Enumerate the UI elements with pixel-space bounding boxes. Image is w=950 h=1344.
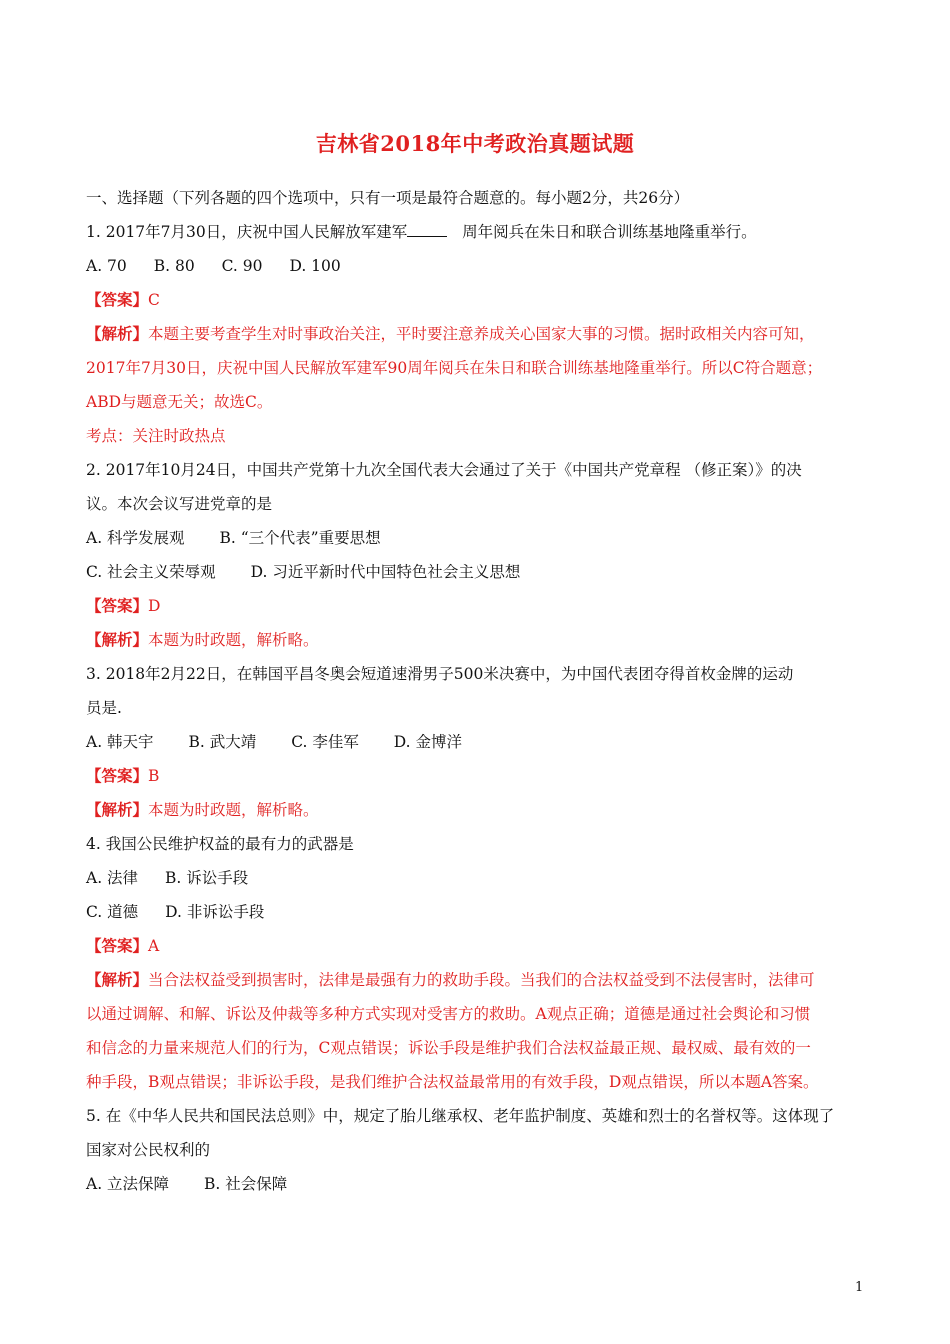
option-c: C. 道德	[86, 903, 139, 921]
question-1-stem: 1. 2017年7月30日，庆祝中国人民解放军建军 周年阅兵在朱日和联合训练基地隆重举行。	[86, 223, 757, 241]
option-d: D. 非诉讼手段	[165, 903, 265, 921]
question-2-analysis: 【解析】本题为时政题，解析略。	[86, 630, 319, 649]
question-4-options	[86, 895, 876, 929]
question-3-answer: 【答案】B	[86, 766, 160, 785]
option-b: B. 社会保障	[204, 1175, 288, 1193]
document-body	[86, 181, 876, 1201]
question-4-answer: 【答案】A	[86, 936, 160, 955]
question-3-stem-line: 员是.	[86, 699, 122, 717]
page-number: 1	[855, 1280, 864, 1295]
option-d: D. 100	[289, 257, 341, 275]
question-1-point: 考点：关注时政热点	[86, 427, 226, 445]
question-1-analysis: 【解析】本题主要考查学生对时事政治关注，平时要注意养成关心国家大事的习惯。据时政相关内容可知，	[86, 324, 815, 343]
question-5-stem-line: 国家对公民权利的	[86, 1141, 211, 1159]
option-b: B. 武大靖	[188, 733, 257, 751]
question-2-stem-line: 议。本次会议写进党章的是	[86, 495, 273, 513]
question-4-options	[86, 861, 876, 895]
option-a: A. 70	[86, 257, 127, 275]
question-4-analysis-line: 和信念的力量来规范人们的行为，C观点错误；诉讼手段是维护我们合法权益最正规、最权威、最有效的一	[86, 1039, 811, 1057]
question-4-stem: 4. 我国公民维护权益的最有力的武器是	[86, 835, 354, 853]
option-c: C. 90	[221, 257, 263, 275]
question-3-options	[86, 725, 876, 759]
section-heading: 一、选择题（下列各题的四个选项中，只有一项是最符合题意的。每小题2分，共26分）	[86, 189, 690, 207]
question-1-answer: 【答案】C	[86, 290, 160, 309]
question-4-analysis-line: 以通过调解、和解、诉讼及仲裁等多种方式实现对受害方的救助。A观点正确；道德是通过社会舆论和习惯	[86, 1005, 811, 1023]
option-d: D. 习近平新时代中国特色社会主义思想	[250, 563, 521, 581]
option-a: A. 立法保障	[86, 1175, 170, 1193]
question-2-options	[86, 555, 876, 589]
question-2-options	[86, 521, 876, 555]
question-1-analysis-line: 2017年7月30日，庆祝中国人民解放军建军90周年阅兵在朱日和联合训练基地隆重举行。所以C符合题意；	[86, 359, 823, 377]
question-4-analysis: 【解析】当合法权益受到损害时，法律是最强有力的救助手段。当我们的合法权益受到不法侵害时，法律可	[86, 970, 815, 989]
option-a: A. 科学发展观	[86, 529, 185, 547]
question-5-options	[86, 1167, 876, 1201]
option-a: A. 法律	[86, 869, 139, 887]
question-1-options	[86, 249, 876, 283]
question-3-analysis: 【解析】本题为时政题，解析略。	[86, 800, 319, 819]
page-title: 吉林省2018年中考政治真题试题	[315, 131, 635, 156]
question-5-stem: 5. 在《中华人民共和国民法总则》中，规定了胎儿继承权、老年监护制度、英雄和烈士的名誉权等。这体现了	[86, 1107, 835, 1125]
option-c: C. 李佳军	[291, 733, 359, 751]
answer-blank	[407, 222, 447, 237]
question-2-stem: 2. 2017年10月24日，中国共产党第十九次全国代表大会通过了关于《中国共产党章程 （修正案）》的决	[86, 461, 802, 479]
question-1-analysis-line: ABD与题意无关；故选C。	[86, 393, 273, 411]
option-b: B. “三个代表”重要思想	[219, 529, 381, 547]
option-d: D. 金博洋	[393, 733, 463, 751]
option-c: C. 社会主义荣辱观	[86, 563, 216, 581]
option-b: B. 诉讼手段	[165, 869, 249, 887]
question-2-answer: 【答案】D	[86, 596, 161, 615]
option-b: B. 80	[153, 257, 195, 275]
option-a: A. 韩天宇	[86, 733, 154, 751]
question-3-stem: 3. 2018年2月22日，在韩国平昌冬奥会短道速滑男子500米决赛中，为中国代表团夺得首枚金牌的运动	[86, 665, 794, 683]
question-4-analysis-line: 种手段，B观点错误；非诉讼手段，是我们维护合法权益最常用的有效手段，D观点错误，所以本题A答案。	[86, 1073, 819, 1091]
